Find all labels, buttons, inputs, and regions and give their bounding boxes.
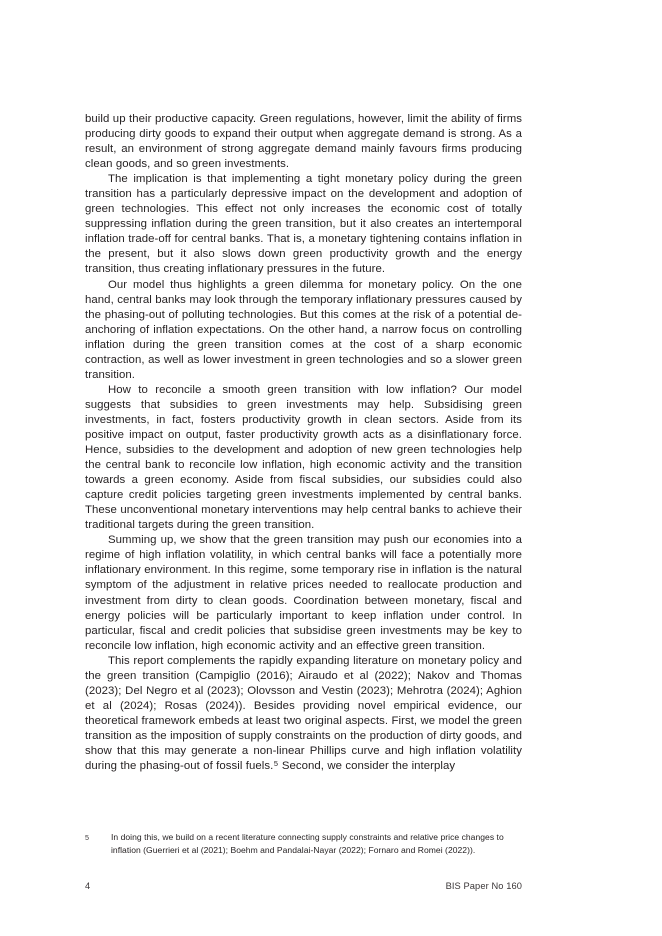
footer-page-number: 4 <box>85 881 91 891</box>
footnote-text: In doing this, we build on a recent literature connecting supply constraints and relative price changes to inflation (Guerrieri et al (2021); Boehm and Pandalai-Nayar (2022); Fornaro and Romei (2022)). <box>111 832 504 855</box>
paragraph-subsidies: How to reconcile a smooth green transition with low inflation? Our model suggests that subsidies to green investments may help. Subsidising green investments, in fact, fosters productivity growth in clean sectors. Aside from its positive impact on output, faster productivity growth acts as a disinflationary force. Hence, subsidies to the development and adoption of new green technologies help the central bank to reconcile low inflation, high economic activity and the transition towards a green economy. Aside from fiscal subsidies, our subsidies could also capture credit policies targeting green investments implemented by central banks. These unconventional monetary interventions may help central banks to achieve their traditional targets during the green transition. <box>85 383 522 532</box>
paragraph-summing-up: Summing up, we show that the green transition may push our economies into a regime of high inflation volatility, in which central banks will face a potentially more inflationary environment. In this regime, some temporary rise in inflation is the natural symptom of the adjustment in relative prices needed to reallocate production and investment from dirty to clean goods. Coordination between monetary, fiscal and energy policies will be particularly important to keep inflation under control. In particular, fiscal and credit policies that subsidise green investments may be key to reconcile low inflation, high economic activity and an effective green transition. <box>85 534 522 652</box>
footnote-block <box>85 831 522 856</box>
paragraph-literature-text-tail: Second, we consider the interplay <box>278 760 456 773</box>
paragraph-continuation: build up their productive capacity. Green regulations, however, limit the ability of firms producing dirty goods to expand their output when aggregate demand is strong. As a result, an environment of strong aggregate demand mainly favours firms producing clean goods, and so green investments. <box>85 113 522 171</box>
footer-series-label: BIS Paper No 160 <box>445 881 522 891</box>
footnote-item <box>85 831 522 856</box>
paragraph-implication: The implication is that implementing a tight monetary policy during the green transition has a particularly depressive impact on the development and adoption of green technologies. This effect not only increases the economic cost of totally suppressing inflation during the green transition, but it also creates an intertemporal inflation trade-off for central banks. That is, a monetary tightening contains inflation in the present, but it also slows down green productivity growth and the energy transition, thus creating inflationary pressures in the future. <box>85 173 522 276</box>
page-footer <box>85 880 522 893</box>
paragraph-literature <box>85 654 522 774</box>
footnote-number: 5 <box>85 832 89 842</box>
page-body-content <box>85 112 522 774</box>
paragraph-literature-text-main: This report complements the rapidly expanding literature on monetary policy and the green transition (Campiglio (2016); Airaudo et al (2022); Nakov and Thomas (2023); Del Negro et al (2023); Olovsson and Vestin (2023); Mehrotra (2024); Aghion et al (2024); Rosas (2024)). Besides providing novel empirical evidence, our theoretical framework embeds at least two original aspects. First, we model the green transition as the imposition of supply constraints on the production of dirty goods, and show that this may generate a non-linear Phillips curve and high inflation volatility during the phasing-out of fossil fuels. <box>85 654 522 773</box>
footnote-reference-marker[interactable]: 5 <box>273 758 278 768</box>
paragraph-green-dilemma: Our model thus highlights a green dilemma for monetary policy. On the one hand, central banks may look through the temporary inflationary pressures caused by the phasing-out of polluting technologies. But this comes at the risk of a potential de-anchoring of inflation expectations. On the other hand, a narrow focus on controlling inflation during the green transition comes at the cost of a sharp economic contraction, as well as lower investment in green technologies and so a slower green transition. <box>85 278 522 381</box>
